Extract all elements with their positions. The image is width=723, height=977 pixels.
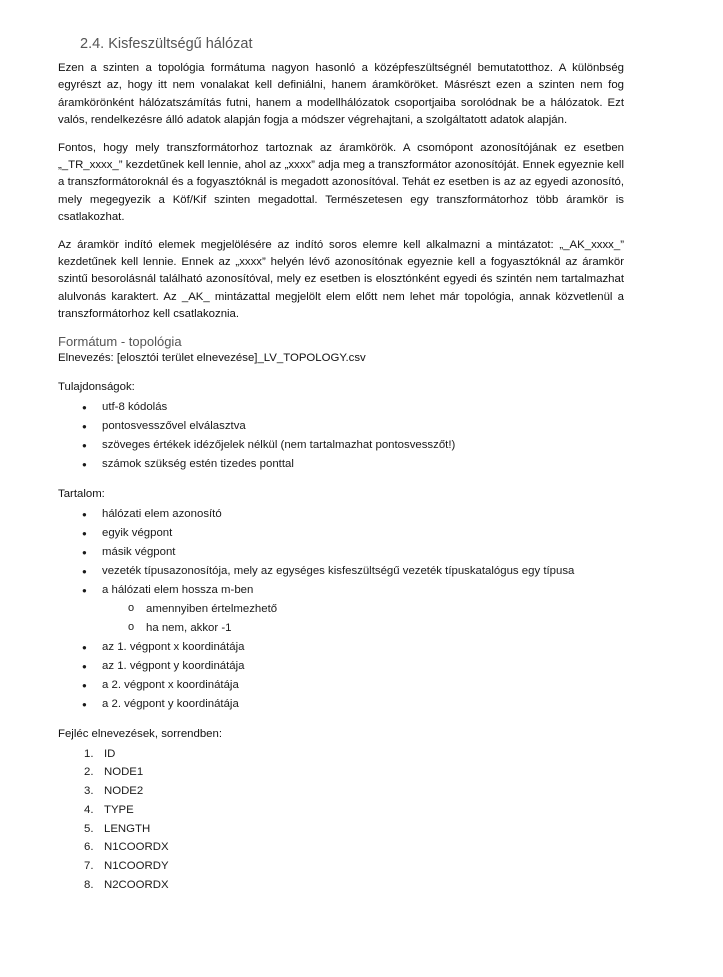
list-item: ● vezeték típusazonosítója, mely az egységes kisfeszültségű vezeték típuskatalógus egy típusa bbox=[82, 562, 624, 581]
header-item bbox=[84, 876, 624, 895]
section-heading: 2.4. Kisfeszültségű hálózat bbox=[80, 36, 253, 52]
content-list bbox=[58, 505, 624, 714]
header-item-number: 7. bbox=[84, 859, 94, 872]
sub-list bbox=[102, 600, 624, 638]
header-item-label: N2COORDX bbox=[104, 878, 169, 891]
headers-label: Fejléc elnevezések, sorrendben: bbox=[58, 727, 222, 740]
header-item-label: TYPE bbox=[104, 803, 134, 816]
properties-list bbox=[58, 398, 624, 474]
header-item-label: N1COORDX bbox=[104, 841, 169, 854]
header-item bbox=[84, 820, 624, 839]
properties-label: Tulajdonságok: bbox=[58, 380, 135, 393]
file-naming: Elnevezés: [elosztói terület elnevezése]_LV_TOPOLOGY.csv bbox=[58, 351, 366, 364]
sub-list-item: o amennyiben értelmezhető bbox=[128, 600, 624, 619]
header-item bbox=[84, 801, 624, 820]
header-item bbox=[84, 857, 624, 876]
list-item-text: a hálózati elem hossza m-ben bbox=[102, 583, 254, 596]
header-item bbox=[84, 838, 624, 857]
paragraph-circuit: Az áramkör indító elemek megjelölésére az indító soros elemre kell alkalmazni a mintázatot: „_AK_xxxx_” kezdetűnek kell lennie. Ennek az „xxxx” helyén lévő azonosítónak egyeznie kell a fogyasztóknál az áramkör szintű besorolásnál található azonosítóval, mely ez esetben is elosztónként egyedi és szintén nem tartalmazhat alulvonás karaktert. Az _AK_ mintázattal megjelölt elem előtt nem lehet már topológia, annak közvetlenül a transzformátorhoz kell csatlakoznia. bbox=[58, 238, 624, 321]
content-label: Tartalom: bbox=[58, 487, 105, 500]
header-item-number: 8. bbox=[84, 878, 94, 891]
list-item: ● szöveges értékek idézőjelek nélkül (nem tartalmazhat pontosvesszőt!) bbox=[82, 436, 624, 455]
list-item: ● számok szükség estén tizedes ponttal bbox=[82, 455, 624, 474]
list-item: ● hálózati elem azonosító bbox=[82, 505, 624, 524]
list-item: ● az 1. végpont y koordinátája bbox=[82, 657, 624, 676]
list-item: ● pontosvesszővel elválasztva bbox=[82, 417, 624, 436]
header-item-number: 4. bbox=[84, 803, 94, 816]
header-item-number: 6. bbox=[84, 841, 94, 854]
header-item-label: ID bbox=[104, 747, 116, 760]
list-item: ● az 1. végpont x koordinátája bbox=[82, 638, 624, 657]
header-item-label: NODE1 bbox=[104, 766, 144, 779]
header-item-number: 2. bbox=[84, 766, 94, 779]
headers-list bbox=[58, 745, 624, 895]
header-item-number: 1. bbox=[84, 747, 94, 760]
sub-list-item: o ha nem, akkor -1 bbox=[128, 619, 624, 638]
paragraph-intro: Ezen a szinten a topológia formátuma nagyon hasonló a középfeszültségnél bemutatotthoz. A különbség egyrészt az, hogy itt nem vonalakat kell definiálni, hanem áramköröket. Másrészt ezen a szinten nem fog áramkörönként hálózatszámítás futni, hanem a modellhálózatok csoportjaiba sorolódnak be a hálózatok. Ezt valós, rendelkezésre álló adatok alapján fogja a módszer végrehajtani, a szolgáltatott adatok alapján. bbox=[58, 62, 624, 127]
header-item-label: NODE2 bbox=[104, 785, 144, 798]
header-item-number: 3. bbox=[84, 785, 94, 798]
header-item bbox=[84, 745, 624, 764]
list-item: ● másik végpont bbox=[82, 543, 624, 562]
list-item: ● utf-8 kódolás bbox=[82, 398, 624, 417]
document-page bbox=[58, 36, 624, 894]
list-item bbox=[82, 581, 624, 638]
header-item bbox=[84, 763, 624, 782]
list-item: ● egyik végpont bbox=[82, 524, 624, 543]
list-item: ● a 2. végpont y koordinátája bbox=[82, 695, 624, 714]
list-item: ● a 2. végpont x koordinátája bbox=[82, 676, 624, 695]
header-item bbox=[84, 782, 624, 801]
header-item-label: N1COORDY bbox=[104, 859, 169, 872]
header-item-label: LENGTH bbox=[104, 822, 151, 835]
header-item-number: 5. bbox=[84, 822, 94, 835]
format-title: Formátum - topológia bbox=[58, 333, 182, 349]
paragraph-transformer: Fontos, hogy mely transzformátorhoz tartoznak az áramkörök. A csomópont azonosítójának ez esetben „_TR_xxxx_” kezdetűnek kell lennie, ahol az „xxxx” adja meg a transzformátor azonosítóját. Ennek egyeznie kell a transzformátoroknál és a fogyasztóknál is megadott azonosítóval. Tehát ez esetben is az az egyedi azonosító, mely megegyezik a Köf/Kif szinten megadottal. Természetesen egy transzformátorhoz több áramkör is csatlakozhat. bbox=[58, 141, 624, 224]
